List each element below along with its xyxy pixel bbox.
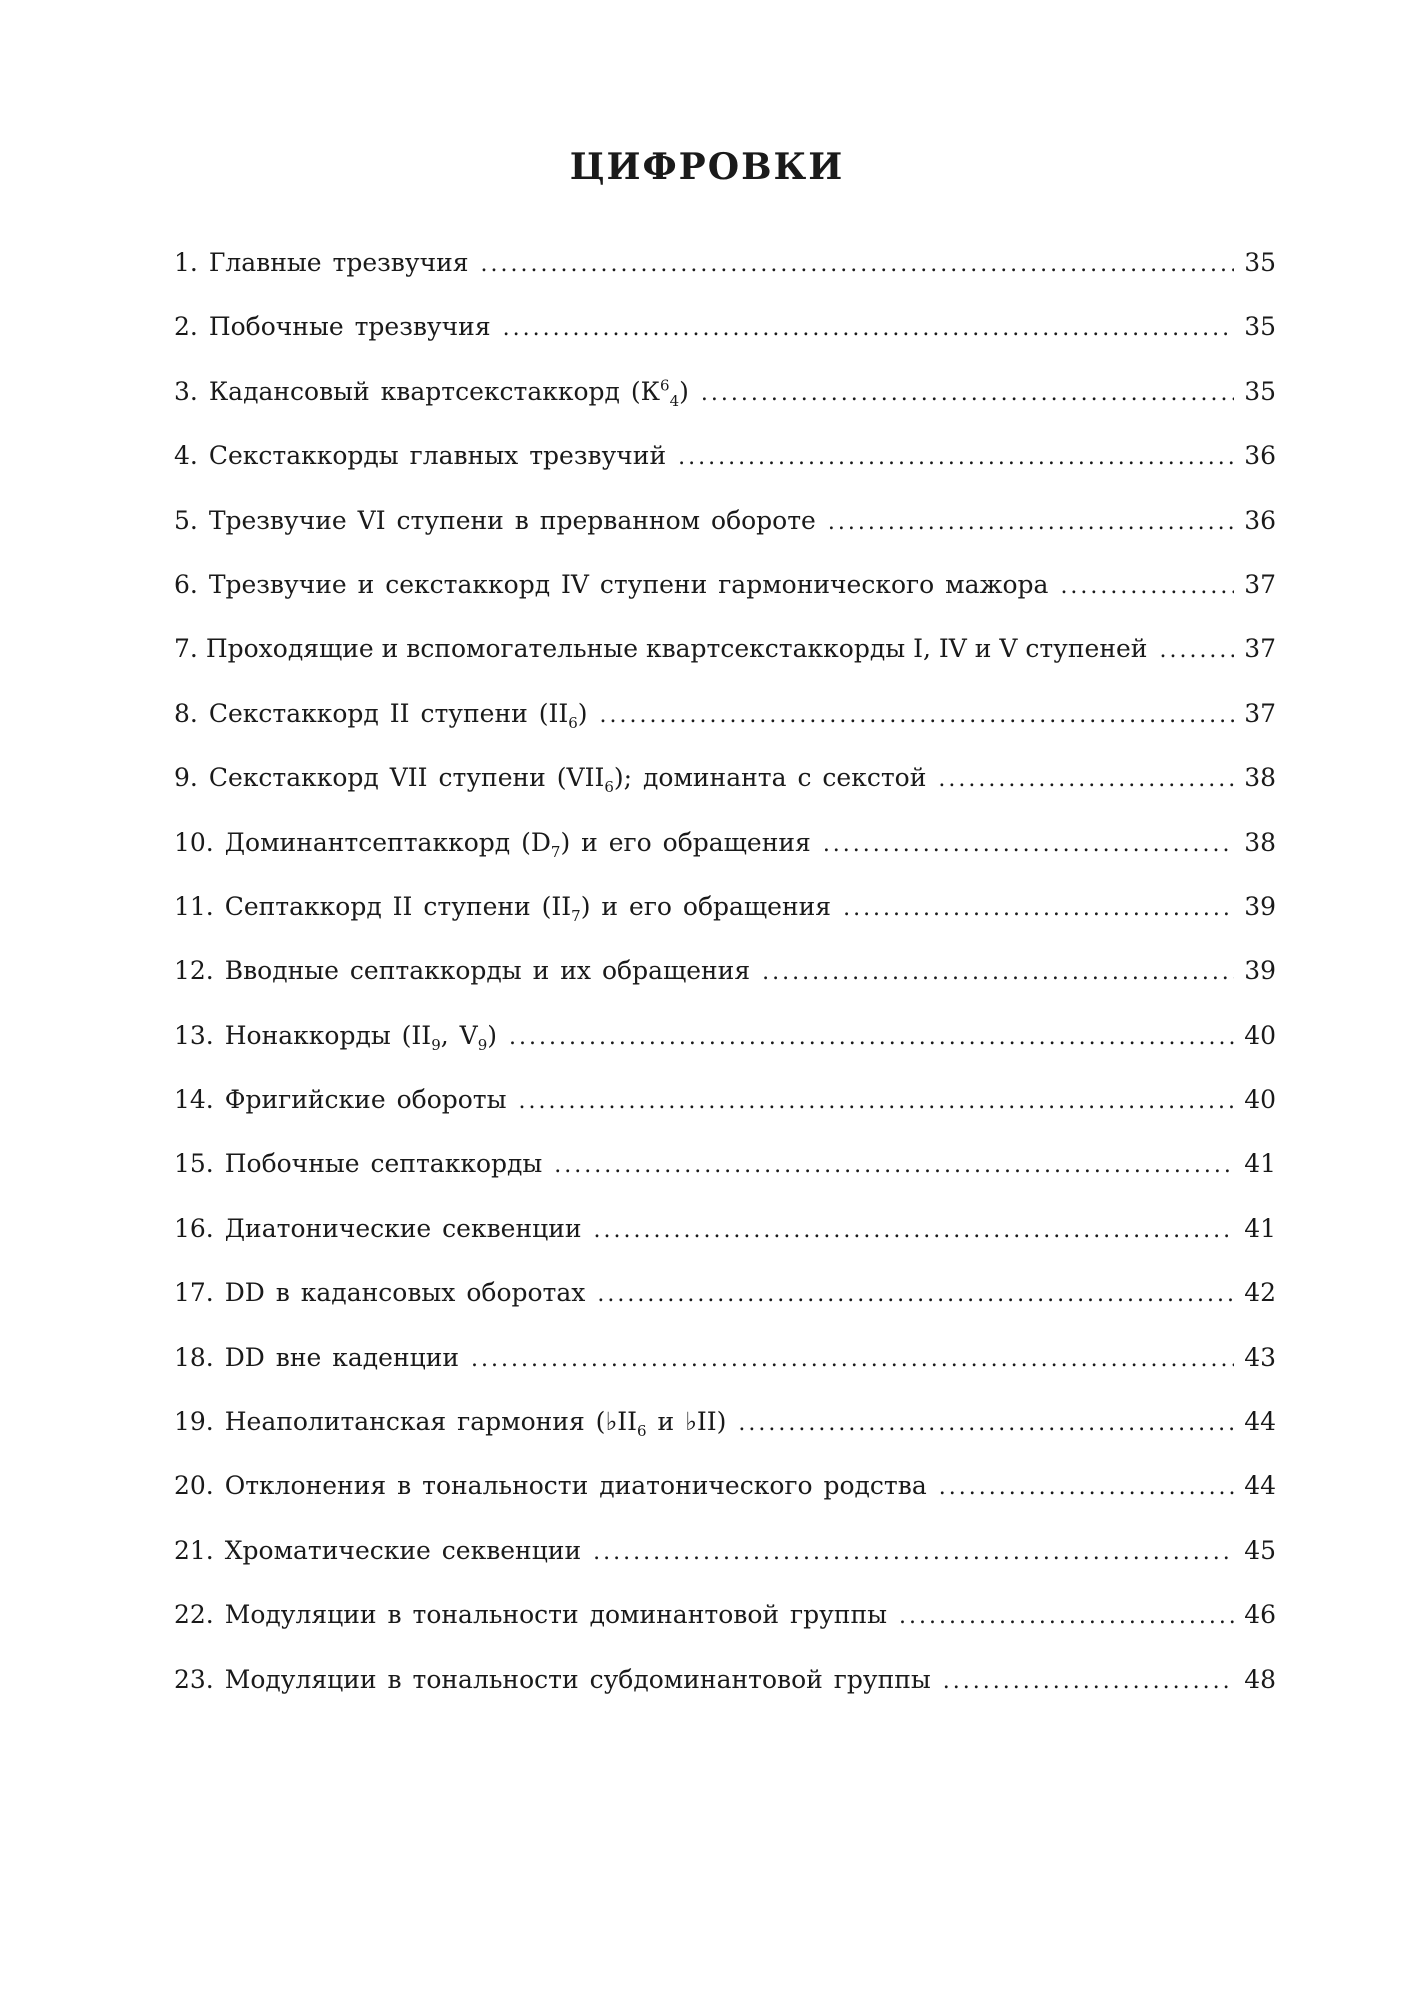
- toc-page-number: 40: [1244, 1085, 1276, 1115]
- toc-leader-dots: [701, 369, 1234, 419]
- toc-page-number: 35: [1244, 312, 1276, 342]
- toc-leader-dots: [600, 691, 1234, 741]
- toc-entry-number: 10.: [174, 827, 214, 857]
- toc-entry-number: 11.: [174, 891, 214, 921]
- toc-entry-number: 16.: [174, 1213, 214, 1243]
- toc-leader-dots: [843, 884, 1234, 934]
- toc-entry[interactable]: [174, 1204, 1276, 1268]
- toc-entry[interactable]: [174, 1397, 1276, 1461]
- toc-entry-title: [174, 1333, 459, 1383]
- toc-subscript: 4: [669, 391, 680, 410]
- toc-entry[interactable]: [174, 302, 1276, 366]
- toc-entry-name-end: ) и его обращения: [580, 891, 832, 921]
- toc-page-number: 35: [1244, 248, 1276, 277]
- toc-entry-name-mid: и: [646, 1407, 686, 1437]
- toc-entry-number: 15.: [174, 1149, 214, 1179]
- toc-entry-name: DD вне каденции: [224, 1342, 460, 1372]
- toc-entry-name: Побочные септаккорды: [224, 1149, 543, 1179]
- toc-entry-title: [174, 560, 1048, 610]
- toc-page-number: 37: [1244, 634, 1276, 664]
- toc-entry-number: 6.: [174, 569, 198, 599]
- toc-entry-number: 8.: [174, 698, 198, 728]
- toc-entry-name-mid: II: [617, 1407, 637, 1437]
- toc-subscript: 6: [604, 778, 614, 797]
- toc-entry-name: Хроматические секвенции: [224, 1535, 582, 1565]
- toc-page-number: 35: [1244, 376, 1276, 406]
- toc-entry-name: DD в кадансовых оборотах: [224, 1278, 586, 1308]
- toc-leader-dots: [593, 1528, 1234, 1578]
- toc-entry-title: [174, 1011, 497, 1061]
- toc-leader-dots: [899, 1592, 1234, 1642]
- toc-entry-name: Трезвучие и секстаккорд IV ступени гармонического мажора: [208, 569, 1049, 599]
- toc-entry[interactable]: [174, 946, 1276, 1010]
- table-of-contents: [174, 238, 1276, 1719]
- toc-entry-title: [174, 882, 831, 932]
- toc-entry-name: Трезвучие VI ступени в прерванном обороте: [208, 505, 816, 535]
- toc-entry-title: [174, 367, 689, 417]
- toc-entry[interactable]: [174, 753, 1276, 817]
- toc-entry[interactable]: [174, 1268, 1276, 1332]
- toc-leader-dots: [762, 948, 1234, 998]
- toc-entry[interactable]: [174, 1590, 1276, 1654]
- toc-entry-number: 5.: [174, 505, 198, 535]
- toc-entry-title: [174, 496, 816, 546]
- toc-entry-title: [174, 238, 469, 288]
- toc-leader-dots: [481, 240, 1234, 290]
- toc-leader-dots: [597, 1270, 1234, 1320]
- toc-entry-title: [174, 753, 926, 803]
- toc-entry-number: 12.: [174, 956, 214, 986]
- toc-page-number: 46: [1244, 1600, 1276, 1630]
- flat-sign-icon: ♭: [685, 1407, 697, 1437]
- toc-entry[interactable]: [174, 818, 1276, 882]
- toc-entry-title: [174, 1139, 542, 1189]
- toc-page-number: 48: [1244, 1664, 1276, 1694]
- toc-entry-title: [174, 1397, 726, 1447]
- toc-entry-number: 13.: [174, 1020, 214, 1050]
- toc-entry-name: Отклонения в тональности диатонического родства: [224, 1471, 927, 1501]
- toc-entry-number: 4.: [174, 441, 198, 471]
- toc-entry[interactable]: [174, 1333, 1276, 1397]
- toc-entry[interactable]: [174, 689, 1276, 753]
- toc-entry-number: 7.: [174, 634, 198, 664]
- toc-subscript: 7: [571, 906, 581, 925]
- toc-page-number: 37: [1244, 569, 1276, 599]
- toc-entry-title: [174, 1075, 507, 1125]
- toc-leader-dots: [554, 1141, 1234, 1191]
- toc-entry[interactable]: [174, 1139, 1276, 1203]
- toc-entry-number: 19.: [174, 1407, 214, 1437]
- toc-entry-number: 17.: [174, 1278, 214, 1308]
- toc-entry-title: [174, 689, 588, 739]
- toc-entry-number: 21.: [174, 1535, 214, 1565]
- toc-entry-title: [174, 818, 811, 868]
- toc-entry-title: [174, 302, 491, 352]
- toc-leader-dots: [678, 433, 1234, 483]
- toc-leader-dots: [519, 1077, 1234, 1127]
- toc-leader-dots: [594, 1206, 1234, 1256]
- toc-entry-name-end: ): [679, 376, 689, 406]
- toc-entry[interactable]: [174, 560, 1276, 624]
- toc-page-number: 36: [1244, 441, 1276, 471]
- toc-entry-name-mid: , V: [440, 1020, 478, 1050]
- toc-leader-dots: [509, 1013, 1234, 1063]
- toc-leader-dots: [938, 755, 1234, 805]
- toc-page-number: 41: [1244, 1213, 1276, 1243]
- toc-entry-name-end: ): [487, 1020, 497, 1050]
- toc-entry-number: 2.: [174, 312, 198, 342]
- toc-entry-name: Главные трезвучия: [208, 248, 469, 277]
- toc-leader-dots: [943, 1657, 1234, 1707]
- toc-subscript: 6: [637, 1422, 647, 1441]
- toc-entry-number: 1.: [174, 248, 198, 277]
- toc-entry-name: Модуляции в тональности доминантовой группы: [224, 1600, 888, 1630]
- toc-page-number: 40: [1244, 1020, 1276, 1050]
- toc-entry[interactable]: [174, 238, 1276, 302]
- toc-leader-dots: [828, 498, 1234, 548]
- toc-entry-number: 20.: [174, 1471, 214, 1501]
- flat-sign-icon: ♭: [605, 1407, 618, 1437]
- toc-entry-name: Доминантсептаккорд (D: [224, 827, 551, 857]
- toc-entry[interactable]: [174, 496, 1276, 560]
- toc-entry-number: 18.: [174, 1342, 214, 1372]
- toc-entry-name: Модуляции в тональности субдоминантовой группы: [224, 1664, 931, 1694]
- toc-subscript: 6: [568, 713, 578, 732]
- toc-subscript: 9: [431, 1035, 441, 1054]
- toc-entry-title: [174, 1590, 887, 1640]
- toc-leader-dots: [1159, 626, 1234, 676]
- toc-leader-dots: [1060, 562, 1234, 612]
- toc-entry-number: 14.: [174, 1085, 214, 1115]
- toc-page-number: 39: [1244, 891, 1276, 921]
- toc-entry-name-end: ): [577, 698, 588, 728]
- toc-entry-number: 22.: [174, 1600, 214, 1630]
- toc-entry-title: [174, 1655, 931, 1705]
- toc-entry-name-end: ) и его обращения: [560, 827, 811, 857]
- toc-entry-name: Секстаккорды главных трезвучий: [208, 441, 667, 471]
- toc-entry-title: [174, 946, 750, 996]
- toc-page-number: 43: [1244, 1342, 1276, 1372]
- toc-entry[interactable]: [174, 431, 1276, 495]
- toc-entry[interactable]: [174, 1655, 1276, 1719]
- toc-leader-dots: [738, 1399, 1234, 1449]
- toc-entry-title: [174, 1526, 581, 1576]
- toc-leader-dots: [503, 304, 1234, 354]
- toc-entry[interactable]: [174, 1461, 1276, 1525]
- toc-entry[interactable]: [174, 367, 1276, 431]
- toc-page-number: 36: [1244, 505, 1276, 535]
- toc-entry-title: [174, 1204, 582, 1254]
- toc-page-number: 38: [1244, 763, 1276, 793]
- toc-entry-title: [174, 1461, 927, 1511]
- toc-entry-title: [174, 624, 1147, 674]
- toc-entry-title: [174, 1268, 585, 1318]
- toc-entry-name: Неаполитанская гармония (: [224, 1407, 606, 1437]
- toc-entry-name: Секстаккорд II ступени (II: [208, 698, 569, 728]
- toc-entry-name-end: ); доминанта с секстой: [613, 763, 927, 793]
- toc-subscript: 9: [477, 1035, 488, 1054]
- toc-entry[interactable]: [174, 624, 1276, 688]
- toc-subscript: 7: [550, 842, 561, 861]
- toc-entry-name: Секстаккорд VII ступени (VII: [208, 763, 605, 793]
- toc-page-number: 42: [1244, 1278, 1276, 1308]
- toc-entry[interactable]: [174, 1011, 1276, 1075]
- toc-page-number: 37: [1244, 698, 1276, 728]
- toc-entry-name: Септаккорд II ступени (II: [224, 891, 572, 921]
- toc-entry-name-end: II): [696, 1407, 727, 1437]
- toc-entry[interactable]: [174, 1526, 1276, 1590]
- page-title: ЦИФРОВКИ: [569, 146, 845, 188]
- toc-superscript: 6: [660, 376, 670, 395]
- toc-page-number: 44: [1244, 1407, 1276, 1437]
- toc-entry-number: 23.: [174, 1664, 214, 1694]
- toc-entry-name: Фригийские обороты: [224, 1085, 507, 1115]
- toc-entry[interactable]: [174, 882, 1276, 946]
- toc-entry-name: Кадансовый квартсекстаккорд (К: [208, 376, 661, 406]
- toc-page-number: 38: [1244, 827, 1276, 857]
- toc-leader-dots: [939, 1463, 1234, 1513]
- toc-leader-dots: [471, 1335, 1234, 1385]
- toc-page-number: 45: [1244, 1535, 1276, 1565]
- toc-entry[interactable]: [174, 1075, 1276, 1139]
- toc-entry-name: Проходящие и вспомогательные квартсекстаккорды I, IV и V ступеней: [205, 634, 1148, 664]
- toc-entry-number: 9.: [174, 763, 198, 793]
- toc-entry-name: Побочные трезвучия: [208, 312, 491, 342]
- toc-page-number: 39: [1244, 956, 1276, 986]
- toc-entry-title: [174, 431, 666, 481]
- toc-page-number: 41: [1244, 1149, 1276, 1179]
- toc-entry-name: Вводные септаккорды и их обращения: [224, 956, 751, 986]
- toc-entry-name: Диатонические секвенции: [224, 1213, 582, 1243]
- toc-leader-dots: [823, 820, 1234, 870]
- toc-page-number: 44: [1244, 1471, 1276, 1501]
- toc-entry-number: 3.: [174, 376, 198, 406]
- toc-entry-name: Нонаккорды (II: [224, 1020, 432, 1050]
